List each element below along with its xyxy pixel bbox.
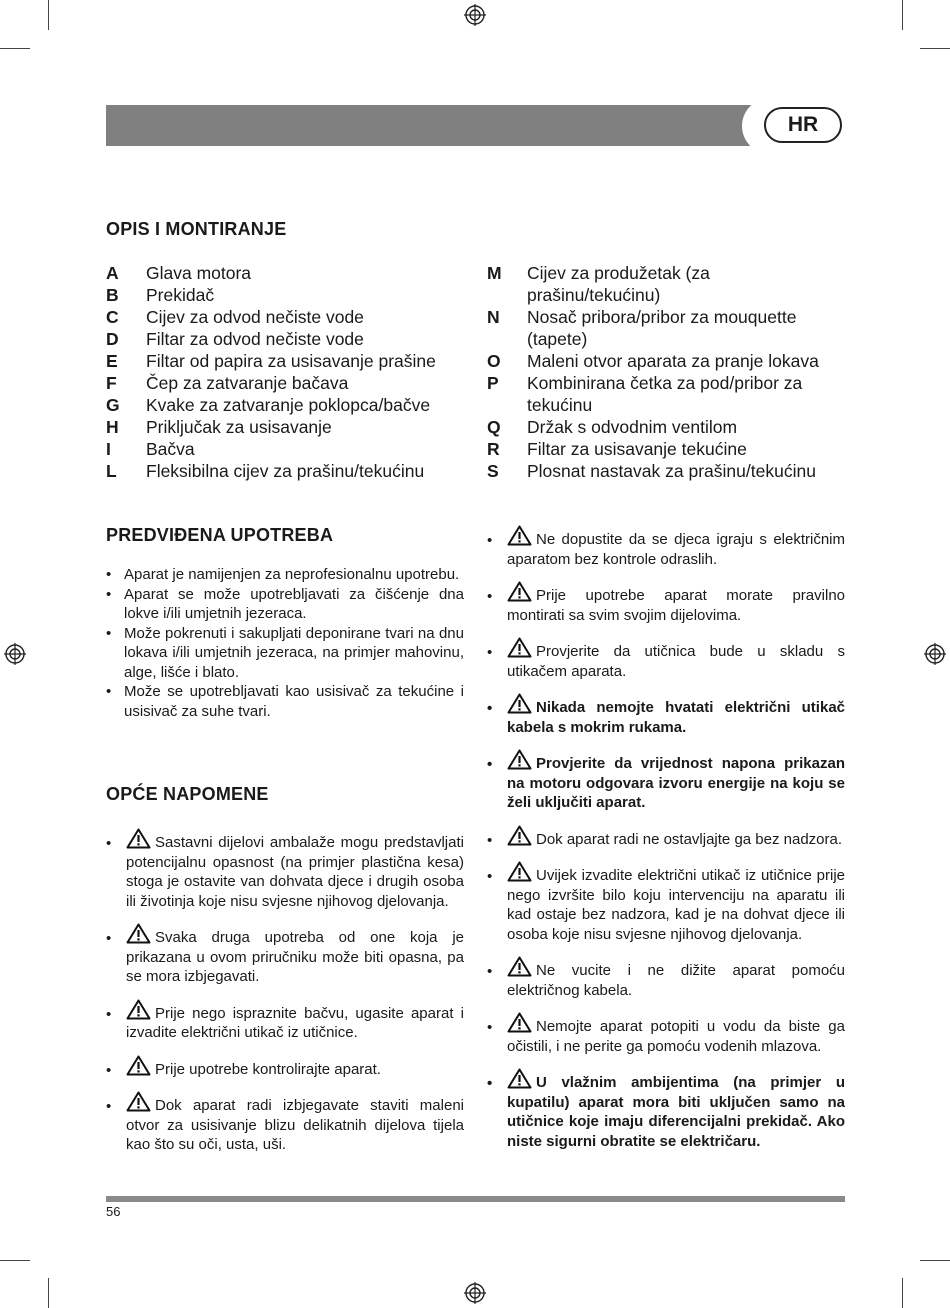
- warning-item: [487, 825, 845, 850]
- part-letter: F: [106, 373, 117, 393]
- part-description: Maleni otvor aparata za pranje lokava: [527, 351, 819, 371]
- list-item-text: Aparat se može upotrebljavati za čišćenje dna lokve i/ili umjetnih jezeraca.: [124, 585, 464, 622]
- part-row: [106, 460, 466, 482]
- part-letter: P: [487, 373, 499, 393]
- section-title-opis: OPIS I MONTIRANJE: [106, 219, 287, 239]
- general-notes-right: [487, 525, 845, 1163]
- bullet-icon: •: [487, 700, 493, 717]
- warning-item: [487, 956, 845, 1000]
- warning-text: Dok aparat radi izbjegavate staviti maleni otvor za usisivanje blizu delikatnih dijelova tijela kao što su oči, usta, uši.: [126, 1097, 464, 1153]
- bullet-icon: •: [487, 831, 493, 849]
- warning-item: [487, 693, 845, 737]
- part-row: [487, 306, 847, 350]
- warning-triangle-icon: [507, 825, 532, 846]
- warning-item: [487, 1068, 845, 1151]
- part-row: [106, 306, 466, 328]
- part-letter: L: [106, 461, 117, 481]
- bullet-icon: •: [106, 624, 112, 642]
- part-description: Fleksibilna cijev za prašinu/tekućinu: [146, 461, 425, 481]
- warning-item: [487, 525, 845, 569]
- part-letter: A: [106, 263, 119, 283]
- part-letter: H: [106, 417, 119, 437]
- page-number: 56: [106, 1204, 121, 1219]
- part-letter: Q: [487, 417, 501, 437]
- warning-triangle-icon: [126, 828, 151, 849]
- list-item: [106, 682, 464, 721]
- warning-text: Nemojte aparat potopiti u vodu da biste ga očistili, i ne perite ga pomoću vodenih mlazova.: [507, 1018, 845, 1055]
- part-description: Plosnat nastavak za prašinu/tekućinu: [527, 461, 816, 481]
- bullet-icon: •: [106, 930, 112, 947]
- bullet-icon: •: [487, 588, 493, 605]
- bullet-icon: •: [106, 1061, 112, 1079]
- bullet-icon: •: [487, 532, 493, 549]
- part-description: Glava motora: [146, 263, 252, 283]
- parts-list-left: [106, 262, 466, 482]
- part-description: Držak s odvodnim ventilom: [527, 417, 738, 437]
- bullet-icon: •: [106, 585, 112, 603]
- part-row: [106, 284, 466, 306]
- bullet-icon: •: [106, 683, 112, 700]
- warning-triangle-icon: [126, 1091, 151, 1112]
- warning-triangle-icon: [507, 861, 532, 882]
- section-title-opce: OPĆE NAPOMENE: [106, 784, 269, 804]
- bullet-icon: •: [106, 835, 112, 852]
- warning-item: [106, 828, 464, 911]
- header-bar: [106, 105, 760, 146]
- part-letter: E: [106, 351, 118, 371]
- list-item-text: Može pokrenuti i sakupljati deponirane tvari na dnu lokava i/ili umjetnih jezeraca, na primjer mahovinu, alge, lišće i blato.: [124, 624, 464, 681]
- intended-use-list: [106, 565, 464, 721]
- bullet-icon: •: [487, 644, 493, 661]
- crop-mark: [48, 0, 49, 30]
- warning-item: [487, 637, 845, 681]
- part-description: Filtar za usisavanje tekućine: [527, 439, 747, 459]
- registration-mark-icon: [464, 1282, 486, 1304]
- list-item-text: Može se upotrebljavati kao usisivač za tekućine i usisivač za suhe tvari.: [124, 683, 464, 720]
- part-letter: B: [106, 285, 119, 305]
- part-letter: S: [487, 461, 499, 481]
- bullet-icon: •: [106, 1098, 112, 1115]
- parts-list-right: [487, 262, 847, 482]
- section-title-predvidjena: PREDVIĐENA UPOTREBA: [106, 525, 334, 545]
- warning-item: [106, 1055, 464, 1080]
- warning-text: Ne vucite i ne dižite aparat pomoću električnog kabela.: [507, 962, 845, 999]
- warning-text: Provjerite da vrijednost napona prikazan na motoru odgovara izvoru energije na koju se želi uključiti aparat.: [507, 755, 845, 811]
- part-row: [106, 416, 466, 438]
- warning-item: [106, 923, 464, 987]
- part-description: Kombinirana četka za pod/pribor za tekućinu: [527, 373, 803, 415]
- warning-triangle-icon: [507, 956, 532, 977]
- part-description: Nosač pribora/pribor za mouquette (tapete): [527, 307, 797, 349]
- warning-triangle-icon: [507, 637, 532, 658]
- part-letter: G: [106, 395, 120, 415]
- part-row: [487, 460, 847, 482]
- warning-item: [487, 861, 845, 944]
- part-letter: I: [106, 439, 111, 459]
- crop-mark: [920, 48, 950, 49]
- bullet-icon: •: [487, 868, 493, 885]
- part-letter: O: [487, 351, 501, 371]
- bullet-icon: •: [487, 756, 493, 773]
- part-description: Priključak za usisavanje: [146, 417, 332, 437]
- part-row: [106, 328, 466, 350]
- warning-triangle-icon: [507, 693, 532, 714]
- bullet-icon: •: [106, 566, 112, 583]
- warning-item: [487, 749, 845, 813]
- bullet-icon: •: [106, 1005, 112, 1023]
- part-row: [106, 438, 466, 460]
- part-description: Čep za zatvaranje bačava: [146, 373, 349, 393]
- crop-mark: [48, 1278, 49, 1308]
- registration-mark-icon: [464, 4, 486, 26]
- part-description: Prekidač: [146, 285, 215, 305]
- warning-text: Uvijek izvadite električni utikač iz utičnice prije nego izvršite bilo koju intervenciju na aparatu ili kad ostaje bez nadzora, kad je na dohvat djece ili osoba koje nisu svjesne njihovog djelovanja.: [507, 867, 845, 943]
- warning-item: [106, 1091, 464, 1155]
- part-description: Kvake za zatvaranje poklopca/bačve: [146, 395, 431, 415]
- list-item: [106, 624, 464, 683]
- part-description: Bačva: [146, 439, 195, 459]
- bullet-icon: •: [487, 1075, 493, 1092]
- list-item-text: Aparat je namijenjen za neprofesionalnu upotrebu.: [124, 566, 460, 583]
- registration-mark-icon: [4, 643, 26, 665]
- list-item: [106, 565, 464, 585]
- crop-mark: [0, 48, 30, 49]
- part-row: [106, 394, 466, 416]
- warning-triangle-icon: [507, 1068, 532, 1089]
- bullet-icon: •: [487, 963, 493, 980]
- part-letter: N: [487, 307, 500, 327]
- part-row: [487, 350, 847, 372]
- part-row: [487, 372, 847, 416]
- warning-triangle-icon: [507, 525, 532, 546]
- warning-text: Provjerite da utičnica bude u skladu s utikačem aparata.: [507, 643, 845, 680]
- registration-mark-icon: [924, 643, 946, 665]
- warning-triangle-icon: [507, 581, 532, 602]
- footer-bar: [106, 1196, 845, 1202]
- warning-text: Prije upotrebe kontrolirajte aparat.: [155, 1060, 381, 1078]
- part-row: [487, 416, 847, 438]
- part-letter: M: [487, 263, 502, 283]
- warning-text: Prije nego ispraznite bačvu, ugasite aparat i izvadite električni utikač iz utičnice.: [126, 1004, 464, 1041]
- crop-mark: [902, 0, 903, 30]
- warning-text: Nikada nemojte hvatati električni utikač kabela s mokrim rukama.: [507, 699, 845, 736]
- warning-item: [487, 1012, 845, 1056]
- part-description: Cijev za produžetak (za prašinu/tekućinu): [527, 263, 710, 305]
- warning-text: Prije upotrebe aparat morate pravilno montirati sa svim svojim dijelovima.: [507, 587, 845, 624]
- crop-mark: [0, 1260, 30, 1261]
- warning-item: [487, 581, 845, 625]
- warning-text: Svaka druga upotreba od one koja je prikazana u ovom priručniku može biti opasna, pa se mora izbjegavati.: [126, 929, 464, 985]
- warning-text: U vlažnim ambijentima (na primjer u kupatilu) aparat mora biti uključen samo na utičnice koje imaju diferencijalni prekidač. Ako niste sigurni obratite se električaru.: [507, 1074, 845, 1150]
- warning-item: [106, 999, 464, 1043]
- part-letter: C: [106, 307, 119, 327]
- part-row: [487, 438, 847, 460]
- part-description: Cijev za odvod nečiste vode: [146, 307, 364, 327]
- warning-triangle-icon: [126, 923, 151, 944]
- warning-triangle-icon: [126, 999, 151, 1020]
- crop-mark: [902, 1278, 903, 1308]
- part-description: Filtar od papira za usisavanje prašine: [146, 351, 436, 371]
- warning-text: Ne dopustite da se djeca igraju s električnim aparatom bez kontrole odraslih.: [507, 531, 845, 568]
- part-description: Filtar za odvod nečiste vode: [146, 329, 364, 349]
- list-item: [106, 585, 464, 624]
- general-notes-left: [106, 828, 464, 1167]
- bullet-icon: •: [487, 1019, 493, 1036]
- part-row: [487, 262, 847, 306]
- warning-triangle-icon: [507, 1012, 532, 1033]
- part-letter: R: [487, 439, 500, 459]
- warning-text: Sastavni dijelovi ambalaže mogu predstavljati potencijalnu opasnost (na primjer plastična kesa) stoga je ostavite van dohvata djece i drugih osoba ili životinja koje nisu svjesne njihovog djelovanja.: [126, 834, 464, 910]
- language-badge: HR: [764, 107, 842, 143]
- warning-triangle-icon: [507, 749, 532, 770]
- part-row: [106, 350, 466, 372]
- warning-triangle-icon: [126, 1055, 151, 1076]
- part-letter: D: [106, 329, 119, 349]
- part-row: [106, 262, 466, 284]
- part-row: [106, 372, 466, 394]
- warning-text: Dok aparat radi ne ostavljajte ga bez nadzora.: [536, 830, 843, 848]
- crop-mark: [920, 1260, 950, 1261]
